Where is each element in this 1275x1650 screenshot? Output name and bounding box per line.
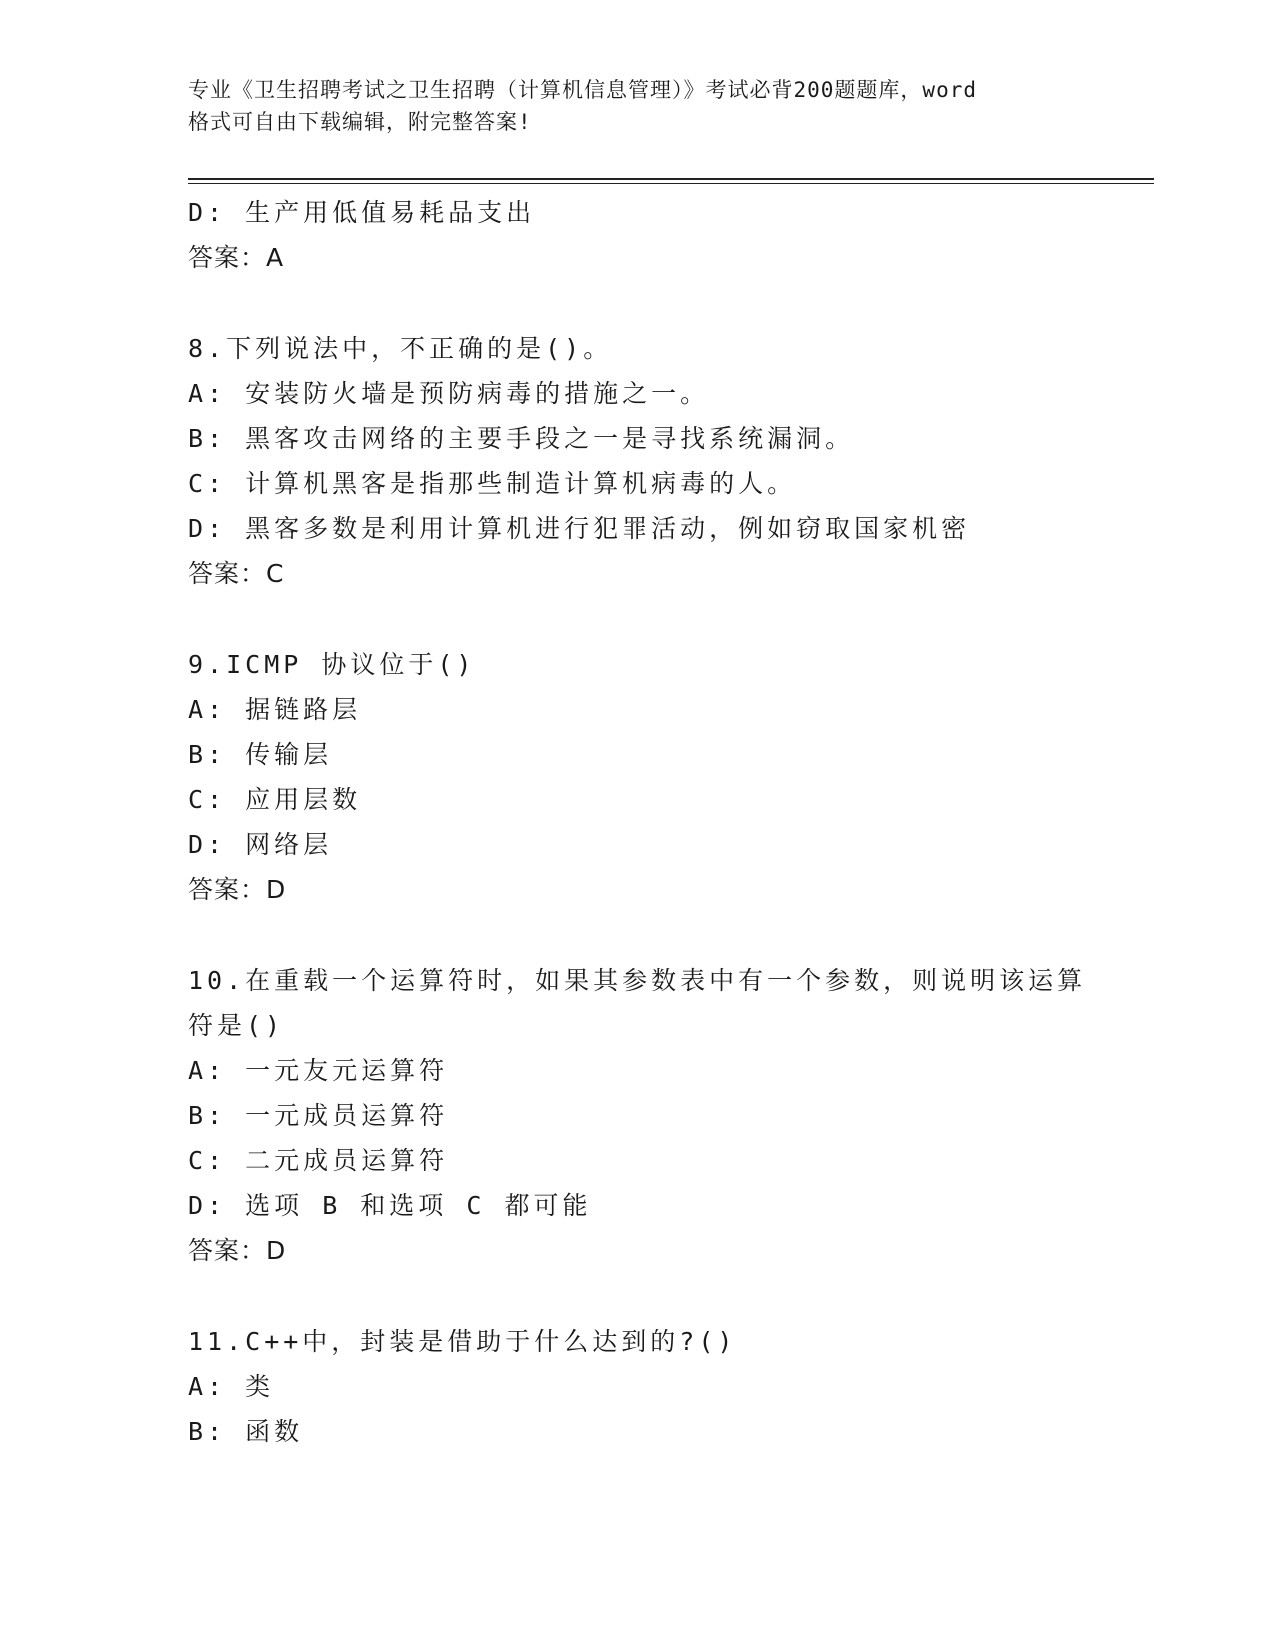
option-a: A: 安装防火墙是预防病毒的措施之一。 (188, 379, 710, 408)
question-stem: 11.C++中，封装是借助于什么达到的?() (188, 1327, 737, 1356)
prev-question-answer: 答案：A (188, 243, 285, 272)
spacer (188, 280, 1088, 326)
option-b: B: 黑客攻击网络的主要手段之一是寻找系统漏洞。 (188, 424, 855, 453)
header-line-2: 格式可自由下载编辑，附完整答案! (188, 110, 532, 134)
spacer (188, 596, 1088, 642)
question-8 (188, 326, 1088, 596)
option-c: C: 二元成员运算符 (188, 1146, 449, 1175)
header-divider-bottom (188, 183, 1154, 184)
question-stem-line-2: 符是() (188, 1011, 285, 1040)
option-d: D: 网络层 (188, 830, 333, 859)
option-b: B: 一元成员运算符 (188, 1101, 449, 1130)
option-d: D: 黑客多数是利用计算机进行犯罪活动，例如窃取国家机密 (188, 514, 971, 543)
prev-question-option-d: D: 生产用低值易耗品支出 (188, 198, 536, 227)
option-a: A: 一元友元运算符 (188, 1056, 449, 1085)
option-a: A: 类 (188, 1372, 275, 1401)
spacer (188, 1273, 1088, 1319)
spacer (188, 912, 1088, 958)
answer-label: 答案：C (188, 559, 285, 588)
option-c: C: 应用层数 (188, 785, 362, 814)
answer-label: 答案：D (188, 875, 287, 904)
question-10 (188, 958, 1088, 1273)
document-header (188, 74, 1088, 138)
answer-label: 答案：D (188, 1236, 287, 1265)
question-stem: 8.下列说法中，不正确的是()。 (188, 334, 613, 363)
question-stem: 9.ICMP 协议位于() (188, 650, 476, 679)
option-b: B: 传输层 (188, 740, 333, 769)
question-list (188, 190, 1088, 1454)
question-9 (188, 642, 1088, 912)
option-b: B: 函数 (188, 1417, 304, 1446)
option-d: D: 选项 B 和选项 C 都可能 (188, 1191, 592, 1220)
question-stem-line-1: 10.在重载一个运算符时，如果其参数表中有一个参数，则说明该运算 (188, 966, 1087, 995)
header-line-1: 专业《卫生招聘考试之卫生招聘（计算机信息管理）》考试必背200题题库，word (188, 78, 977, 102)
option-a: A: 据链路层 (188, 695, 362, 724)
question-11 (188, 1319, 1088, 1454)
option-c: C: 计算机黑客是指那些制造计算机病毒的人。 (188, 469, 797, 498)
header-divider-top (188, 178, 1154, 180)
